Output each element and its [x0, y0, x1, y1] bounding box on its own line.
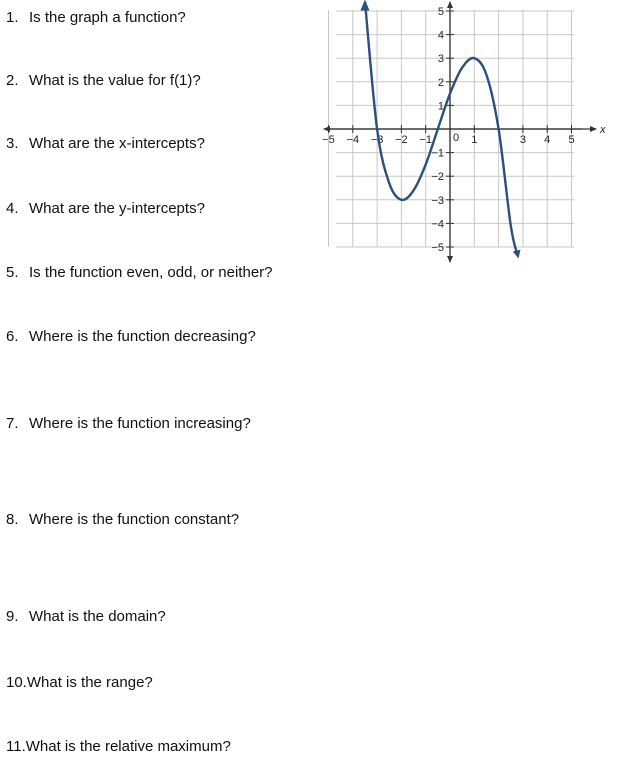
- y-tick-label: −1: [431, 147, 444, 160]
- x-tick-label: 1: [471, 134, 478, 146]
- x-tick-label: −4: [346, 134, 360, 146]
- y-tick-label: 4: [437, 29, 444, 42]
- x-axis-label: x: [600, 124, 606, 136]
- question-text: Where is the function constant?: [29, 511, 240, 528]
- question-7: [6, 415, 251, 433]
- y-tick-label: −2: [431, 171, 444, 184]
- question-number: 1.: [6, 9, 19, 26]
- y-tick-label: 1: [437, 100, 444, 113]
- question-number: 11.: [6, 738, 26, 755]
- question-text: What are the y-intercepts?: [29, 200, 205, 217]
- y-tick-label: −3: [431, 194, 444, 207]
- question-text: What is the relative maximum?: [25, 738, 231, 755]
- function-graph: [314, 0, 614, 265]
- question-number: 7.: [6, 415, 19, 432]
- origin-label: 0: [453, 132, 460, 144]
- question-text: What is the value for f(1)?: [29, 72, 201, 89]
- question-number: 6.: [6, 328, 19, 345]
- question-text: Is the function even, odd, or neither?: [29, 264, 273, 281]
- question-2: [6, 72, 201, 90]
- curve-start-arrow: [360, 0, 369, 11]
- question-text: Where is the function decreasing?: [29, 328, 256, 345]
- question-text: What are the x-intercepts?: [29, 135, 205, 152]
- graph-tick-labels: [322, 6, 606, 254]
- x-tick-label: −1: [419, 134, 432, 146]
- y-tick-label: −4: [431, 218, 444, 231]
- x-tick-label: −5: [322, 134, 335, 146]
- x-tick-label: 5: [568, 134, 575, 146]
- question-6: [6, 328, 256, 346]
- question-1: [6, 9, 186, 27]
- x-tick-label: −2: [395, 134, 408, 146]
- question-number: 4.: [6, 200, 19, 217]
- question-text: What is the domain?: [29, 608, 166, 625]
- question-11: [6, 738, 231, 756]
- question-3: [6, 135, 205, 153]
- question-number: 3.: [6, 135, 19, 152]
- y-tick-label: 2: [437, 76, 444, 89]
- question-text: Is the graph a function?: [29, 9, 186, 26]
- y-tick-label: 5: [437, 6, 444, 18]
- question-number: 2.: [6, 72, 19, 89]
- question-4: [6, 200, 205, 218]
- question-10: [6, 674, 153, 692]
- y-tick-label: −5: [431, 242, 444, 254]
- question-8: [6, 511, 239, 529]
- question-number: 9.: [6, 608, 19, 625]
- question-number: 8.: [6, 511, 19, 528]
- question-number: 5.: [6, 264, 19, 281]
- question-9: [6, 608, 166, 626]
- question-text: What is the range?: [26, 674, 153, 691]
- x-tick-label: 4: [544, 134, 551, 146]
- question-5: [6, 264, 273, 282]
- x-tick-label: 3: [519, 134, 526, 146]
- y-tick-label: 3: [437, 53, 444, 66]
- question-number: 10.: [6, 674, 27, 691]
- question-text: Where is the function increasing?: [29, 415, 251, 432]
- x-tick-label: −3: [370, 134, 384, 146]
